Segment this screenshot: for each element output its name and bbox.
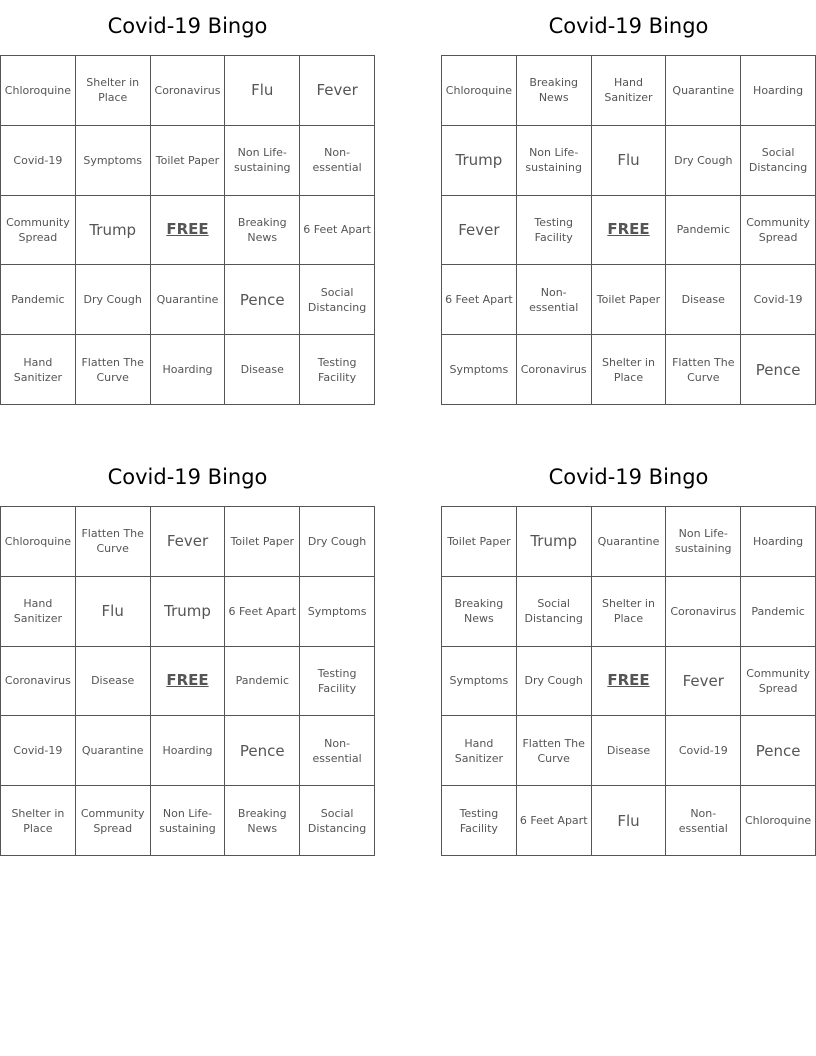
bingo-cell: Chloroquine xyxy=(442,56,517,126)
bingo-cell: Dry Cough xyxy=(76,265,151,335)
bingo-grid xyxy=(441,55,816,405)
free-space-cell: FREE xyxy=(592,647,667,717)
bingo-cell: Hoarding xyxy=(151,335,226,405)
bingo-cell: Breaking News xyxy=(517,56,592,126)
bingo-cell: Non Life-sustaining xyxy=(151,786,226,856)
bingo-cell: Quarantine xyxy=(592,507,667,577)
bingo-cell: Pandemic xyxy=(741,577,816,647)
bingo-cell: Trump xyxy=(151,577,226,647)
bingo-card-2 xyxy=(441,0,816,405)
bingo-cell: Flu xyxy=(592,126,667,196)
bingo-cell: Covid-19 xyxy=(741,265,816,335)
bingo-cell: Flu xyxy=(592,786,667,856)
free-space-cell: FREE xyxy=(151,196,226,266)
bingo-cell: Pandemic xyxy=(225,647,300,717)
card-title: Covid-19 Bingo xyxy=(548,14,709,38)
bingo-cell: Non-essential xyxy=(517,265,592,335)
bingo-cell: Non-essential xyxy=(300,716,375,786)
card-title: Covid-19 Bingo xyxy=(107,14,268,38)
bingo-cell: Trump xyxy=(442,126,517,196)
bingo-cell: Dry Cough xyxy=(666,126,741,196)
bingo-cell: Chloroquine xyxy=(741,786,816,856)
bingo-cell: Symptoms xyxy=(300,577,375,647)
bingo-cell: Disease xyxy=(76,647,151,717)
bingo-cell: Toilet Paper xyxy=(151,126,226,196)
bingo-cell: Flatten The Curve xyxy=(517,716,592,786)
bingo-cell: Social Distancing xyxy=(517,577,592,647)
bingo-cell: Community Spread xyxy=(1,196,76,266)
bingo-cell: Community Spread xyxy=(741,647,816,717)
bingo-cell: Pandemic xyxy=(1,265,76,335)
bingo-cell: Pence xyxy=(225,265,300,335)
bingo-cell: Testing Facility xyxy=(300,335,375,405)
bingo-cell: Hand Sanitizer xyxy=(592,56,667,126)
bingo-cell: Social Distancing xyxy=(741,126,816,196)
bingo-cell: Dry Cough xyxy=(300,507,375,577)
bingo-cell: Hand Sanitizer xyxy=(1,577,76,647)
bingo-cell: Non Life-sustaining xyxy=(666,507,741,577)
bingo-cell: 6 Feet Apart xyxy=(517,786,592,856)
bingo-cell: Fever xyxy=(442,196,517,266)
free-space-cell: FREE xyxy=(151,647,226,717)
bingo-cell: Shelter in Place xyxy=(1,786,76,856)
bingo-cell: Flatten The Curve xyxy=(666,335,741,405)
bingo-cell: Symptoms xyxy=(442,335,517,405)
card-title: Covid-19 Bingo xyxy=(548,465,709,489)
bingo-grid xyxy=(0,55,375,405)
bingo-cell: Disease xyxy=(592,716,667,786)
bingo-cell: Pence xyxy=(741,716,816,786)
bingo-cell: Testing Facility xyxy=(300,647,375,717)
bingo-cell: Chloroquine xyxy=(1,507,76,577)
bingo-card-4 xyxy=(441,451,816,856)
bingo-cell: 6 Feet Apart xyxy=(442,265,517,335)
bingo-cell: Quarantine xyxy=(76,716,151,786)
bingo-cell: Dry Cough xyxy=(517,647,592,717)
bingo-cell: Pence xyxy=(225,716,300,786)
bingo-cell: Coronavirus xyxy=(151,56,226,126)
bingo-cell: Flatten The Curve xyxy=(76,335,151,405)
bingo-cell: Non-essential xyxy=(300,126,375,196)
bingo-cell: Shelter in Place xyxy=(76,56,151,126)
bingo-cell: Community Spread xyxy=(76,786,151,856)
bingo-cell: Breaking News xyxy=(225,196,300,266)
bingo-cell: Flu xyxy=(225,56,300,126)
bingo-card-1 xyxy=(0,0,375,405)
bingo-cell: Hand Sanitizer xyxy=(1,335,76,405)
bingo-cell: Fever xyxy=(666,647,741,717)
bingo-cell: Hoarding xyxy=(741,507,816,577)
bingo-cell: Disease xyxy=(225,335,300,405)
bingo-cell: 6 Feet Apart xyxy=(225,577,300,647)
bingo-cell: Trump xyxy=(517,507,592,577)
bingo-cell: Flu xyxy=(76,577,151,647)
bingo-cell: Chloroquine xyxy=(1,56,76,126)
bingo-cell: Symptoms xyxy=(76,126,151,196)
bingo-cell: Fever xyxy=(300,56,375,126)
card-title: Covid-19 Bingo xyxy=(107,465,268,489)
bingo-cell: Toilet Paper xyxy=(225,507,300,577)
bingo-cell: Trump xyxy=(76,196,151,266)
bingo-cell: Disease xyxy=(666,265,741,335)
bingo-grid xyxy=(0,506,375,856)
bingo-cell: Pence xyxy=(741,335,816,405)
bingo-cell: Quarantine xyxy=(666,56,741,126)
bingo-cell: Quarantine xyxy=(151,265,226,335)
bingo-cell: Coronavirus xyxy=(1,647,76,717)
bingo-cell: Social Distancing xyxy=(300,786,375,856)
bingo-grid xyxy=(441,506,816,856)
bingo-cell: Social Distancing xyxy=(300,265,375,335)
free-space-cell: FREE xyxy=(592,196,667,266)
bingo-cell: Toilet Paper xyxy=(592,265,667,335)
bingo-cell: Testing Facility xyxy=(517,196,592,266)
bingo-cell: Community Spread xyxy=(741,196,816,266)
bingo-cell: Pandemic xyxy=(666,196,741,266)
bingo-cell: Covid-19 xyxy=(1,126,76,196)
bingo-cell: Hand Sanitizer xyxy=(442,716,517,786)
bingo-cell: Non-essential xyxy=(666,786,741,856)
bingo-cell: Hoarding xyxy=(151,716,226,786)
bingo-cell: Coronavirus xyxy=(666,577,741,647)
bingo-cell: Fever xyxy=(151,507,226,577)
bingo-cell: Breaking News xyxy=(442,577,517,647)
bingo-cell: Hoarding xyxy=(741,56,816,126)
bingo-cell: Flatten The Curve xyxy=(76,507,151,577)
bingo-card-3 xyxy=(0,451,375,856)
bingo-cell: Shelter in Place xyxy=(592,577,667,647)
bingo-cell: Coronavirus xyxy=(517,335,592,405)
bingo-cell: Non Life-sustaining xyxy=(225,126,300,196)
bingo-cell: Covid-19 xyxy=(666,716,741,786)
bingo-cell: Testing Facility xyxy=(442,786,517,856)
bingo-cell: Toilet Paper xyxy=(442,507,517,577)
bingo-cell: Breaking News xyxy=(225,786,300,856)
bingo-cell: Non Life-sustaining xyxy=(517,126,592,196)
bingo-cell: Covid-19 xyxy=(1,716,76,786)
bingo-cell: Symptoms xyxy=(442,647,517,717)
bingo-cell: 6 Feet Apart xyxy=(300,196,375,266)
bingo-cell: Shelter in Place xyxy=(592,335,667,405)
